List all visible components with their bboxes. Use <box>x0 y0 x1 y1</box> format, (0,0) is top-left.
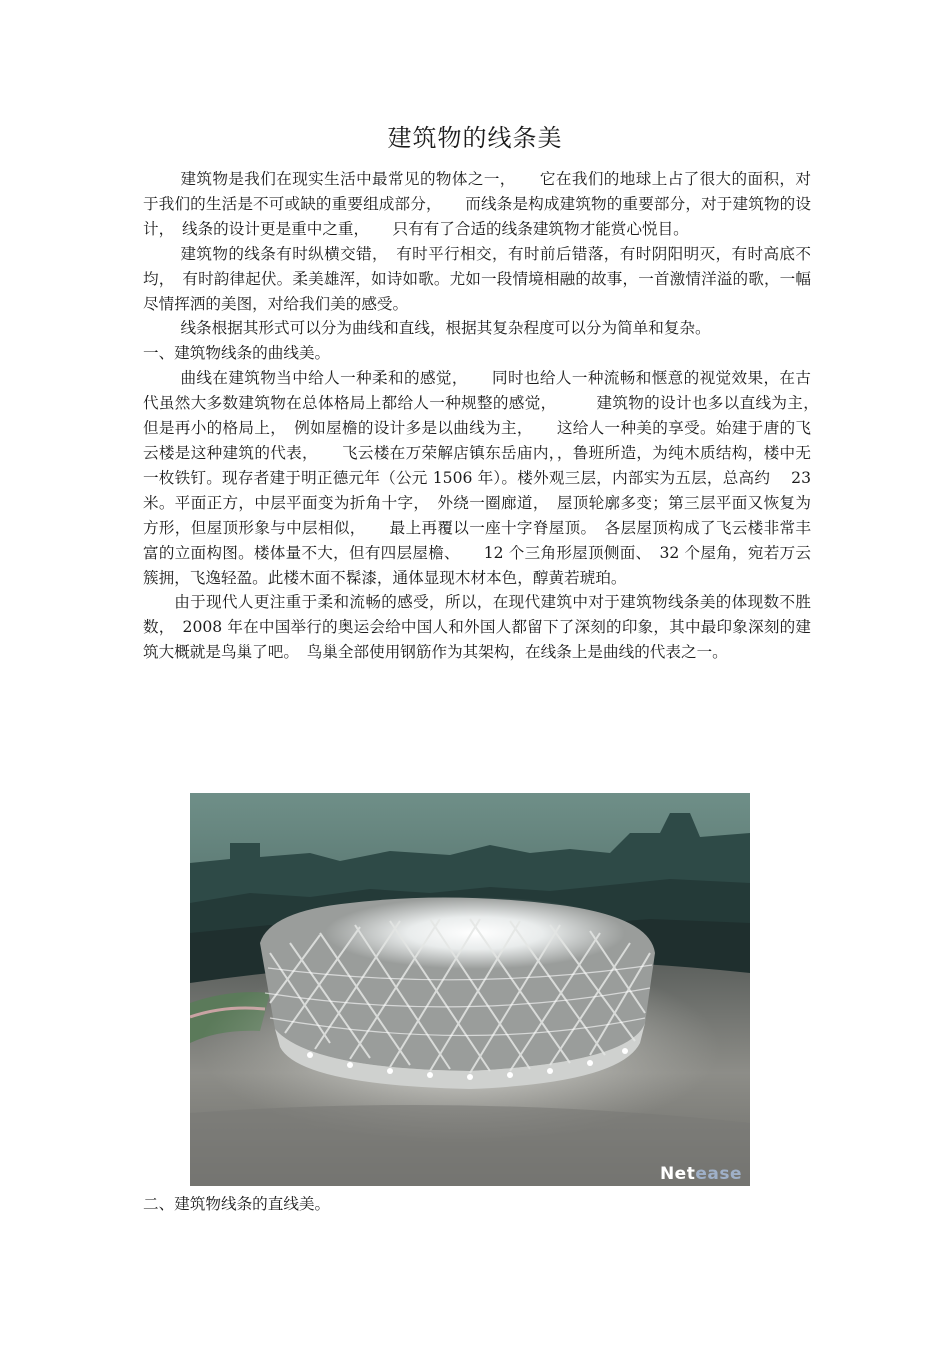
paragraph-intro: 建筑物是我们在现实生活中最常见的物体之一， 它在我们的地球上占了很大的面积，对于我们的生活是不可或缺的重要组成部分， 而线条是构成建筑物的重要部分，对于建筑物的设计， 线条的设计更是重中之重， 只有有了合适的线条建筑物才能赏心悦目。 <box>143 170 811 238</box>
paragraph-curves: 曲线在建筑物当中给人一种柔和的感觉， 同时也给人一种流畅和惬意的视觉效果，在古代虽然大多数建筑物在总体格局上都给人一种规整的感觉， 建筑物的设计也多以直线为主， 但是再小的格局上， 例如屋檐的设计多是以曲线为主， 这给人一种美的享受。始建于唐的飞云楼是这种建筑的代表， 飞云楼在万荣解店镇东岳庙内，，鲁班所造，为纯木质结构，楼中无一枚铁钉。现存者建于明正德元年（公元 1506 年）。楼外观三层，内部实为五层，总高约 23 米。平面正方，中层平面变为折角十字， 外绕一圈廊道， 屋顶轮廓多变；第三层平面又恢复为方形，但屋顶形象与中层相似， 最上再覆以一座十字脊屋顶。 各层屋顶构成了飞云楼非常丰富的立面构图。楼体量不大，但有四层屋檐、 12 个三角形屋顶侧面、 32 个屋角，宛若万云簇拥，飞逸轻盈。此楼木面不髹漆，通体显现木材本色，醇黄若琥珀。 <box>143 369 827 587</box>
netease-watermark <box>660 1164 742 1184</box>
document-title: 建筑物的线条美 <box>387 124 563 152</box>
watermark-tail: ease <box>695 1164 742 1184</box>
paragraph-lines: 建筑物的线条有时纵横交错， 有时平行相交，有时前后错落，有时阴阳明灭，有时高底不均， 有时韵律起伏。柔美雄浑，如诗如歌。尤如一段情境相融的故事，一首激情洋溢的歌，一幅尽情挥洒的美图，对给我们美的感受。 <box>143 244 811 313</box>
watermark-main: Net <box>659 1164 696 1184</box>
document-body <box>143 167 827 665</box>
section-heading-curves: 一、建筑物线条的曲线美。 <box>143 344 331 363</box>
paragraph-classification: 线条根据其形式可以分为曲线和直线，根据其复杂程度可以分为简单和复杂。 <box>180 319 711 338</box>
birds-nest-illustration <box>190 793 750 1186</box>
paragraph-modern: 由于现代人更注重于柔和流畅的感受，所以，在现代建筑中对于建筑物线条美的体现数不胜数， 2008 年在中国举行的奥运会给中国人和外国人都留下了深刻的印象，其中最印象深刻的建筑大概就是鸟巢了吧。 鸟巢全部使用钢筋作为其架构，在线条上是曲线的代表之一。 <box>143 593 811 662</box>
birds-nest-photo <box>190 793 750 1186</box>
section-heading-straight: 二、建筑物线条的直线美。 <box>143 1195 331 1213</box>
